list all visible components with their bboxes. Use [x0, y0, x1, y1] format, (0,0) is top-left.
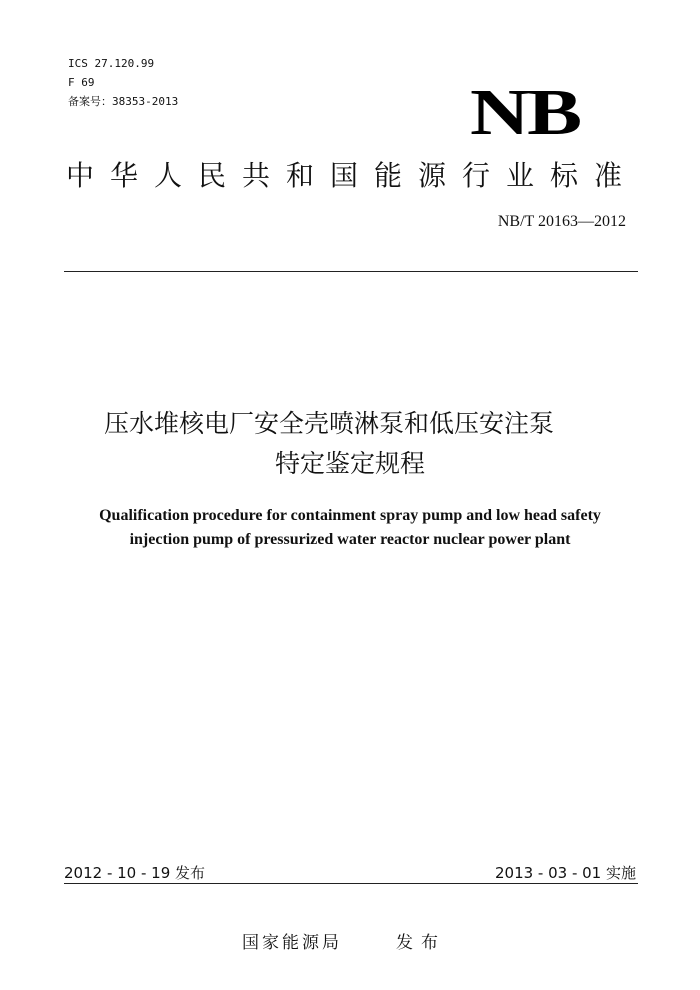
organization-title: 中华人民共和国能源行业标准	[66, 159, 639, 192]
english-title-line-2: injection pump of pressurized water reactor nuclear power plant	[129, 531, 571, 548]
publisher-name: 国家能源局	[242, 933, 342, 953]
chinese-title-line-2: 特定鉴定规程	[274, 449, 425, 478]
publish-label: 发布	[396, 933, 446, 953]
chinese-title-line-1: 压水堆核电厂安全壳喷淋泵和低压安注泵	[103, 409, 554, 438]
standard-code: NB/T 20163—2012	[497, 213, 626, 230]
implementation-date: 2013 - 03 - 01 实施	[494, 864, 636, 882]
ics-number: ICS 27.120.99	[68, 57, 155, 70]
nb-logo: NB	[470, 76, 580, 149]
ccs-number: F 69	[68, 76, 95, 89]
top-divider	[64, 271, 638, 272]
record-number: 备案号：38353-2013	[68, 95, 179, 108]
header-metadata	[68, 54, 178, 111]
english-title-line-1: Qualification procedure for containment spray pump and low head safety	[99, 507, 601, 524]
issue-date: 2012 - 10 - 19 发布	[64, 864, 206, 882]
chinese-title	[0, 404, 700, 484]
bottom-divider	[64, 883, 638, 884]
english-title	[0, 504, 700, 552]
